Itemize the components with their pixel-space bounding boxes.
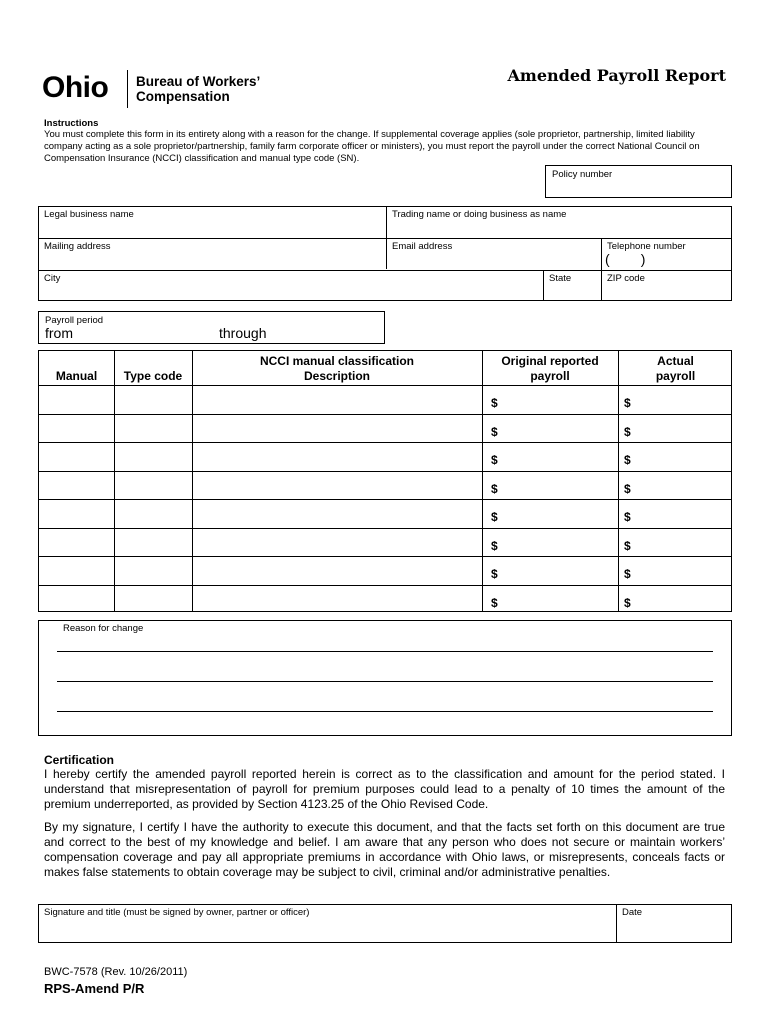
legal-business-name-label: Legal business name: [44, 209, 134, 220]
policy-number-field[interactable]: [545, 165, 732, 198]
form-number: BWC-7578 (Rev. 10/26/2011): [44, 966, 188, 978]
actual-payroll-currency: $: [624, 424, 631, 439]
city-field[interactable]: [38, 270, 543, 301]
phone-area-code-parens: ( ): [605, 251, 646, 267]
zip-code-label: ZIP code: [607, 273, 645, 284]
actual-payroll-currency: $: [624, 481, 631, 496]
mailing-address-field[interactable]: [38, 238, 386, 270]
logo-ohio-text: Ohio: [42, 71, 109, 104]
date-label: Date: [622, 907, 643, 918]
payroll-from-label: from: [45, 325, 73, 341]
actual-payroll-currency: $: [624, 453, 631, 467]
col-header-actual-payroll: Actual payroll: [655, 354, 696, 383]
logo-divider: [127, 70, 128, 108]
policy-number-label: Policy number: [552, 169, 613, 180]
logo-bureau-name: Bureau of Workers’ Compensation: [136, 74, 261, 104]
table-row[interactable]: [39, 499, 733, 528]
telephone-number-field[interactable]: [601, 238, 732, 270]
ncci-heading: NCCI manual classification: [259, 354, 415, 368]
legal-business-name-field[interactable]: [38, 206, 386, 238]
original-payroll-currency: $: [491, 567, 498, 581]
table-row[interactable]: [39, 471, 733, 500]
instructions-body: You must complete this form in its entirety along with a reason for the change. If supplemental coverage applies (sole proprietor, partnership, limited liability company acting as a sole proprietor/partnership, family farm corporate officer or ministers), you must report the payroll under the correct National Council on Compensation Insurance (NCCI) classification and manual type code (SN).: [44, 129, 700, 164]
actual-payroll-currency: $: [624, 538, 631, 553]
actual-payroll-currency: $: [624, 567, 631, 581]
original-payroll-currency: $: [491, 538, 498, 553]
form-code: RPS-Amend P/R: [44, 981, 145, 996]
original-payroll-currency: $: [491, 424, 498, 439]
col-header-original-payroll: Original reported payroll: [501, 354, 599, 383]
actual-payroll-currency: $: [624, 396, 631, 410]
reason-line[interactable]: [57, 651, 713, 652]
table-row[interactable]: [39, 585, 733, 614]
col-header-manual: Manual: [55, 369, 98, 383]
state-field[interactable]: [543, 270, 601, 301]
mailing-address-label: Mailing address: [44, 241, 111, 252]
payroll-table: [38, 350, 732, 612]
zip-code-field[interactable]: [601, 270, 732, 301]
reason-line[interactable]: [57, 711, 713, 712]
signature-field[interactable]: [38, 904, 616, 943]
col-header-type-code: Type code: [123, 369, 183, 383]
original-payroll-currency: $: [491, 453, 498, 467]
reason-for-change-box[interactable]: [38, 620, 732, 736]
table-row[interactable]: [39, 442, 733, 471]
actual-payroll-currency: $: [624, 510, 631, 524]
certification-title: Certification: [44, 753, 115, 767]
telephone-number-label: Telephone number: [607, 241, 686, 252]
original-payroll-currency: $: [491, 396, 498, 410]
form-title: Amended Payroll Report: [507, 66, 726, 85]
col-header-description: Description: [303, 369, 370, 383]
table-row[interactable]: [39, 414, 733, 443]
payroll-period-field[interactable]: [38, 311, 385, 344]
actual-payroll-currency: $: [624, 595, 631, 610]
reason-line[interactable]: [57, 681, 713, 682]
certification-paragraph-2: By my signature, I certify I have the authority to execute this document, and that the facts set forth on this document are true and correct to the best of my knowledge and belief. I am aware that any person who does not secure or maintain workers’ compensation coverage and pay all appropriate premiums in accordance with Ohio laws, or misrepresents, conceals facts or makes false statements to obtain coverage may be subject to civil, criminal and/or administrative penalties.: [44, 820, 725, 879]
date-field[interactable]: [616, 904, 732, 943]
instructions-heading: Instructions: [44, 118, 99, 129]
payroll-through-label: through: [219, 325, 267, 341]
trading-name-label: Trading name or doing business as name: [392, 209, 567, 220]
original-payroll-currency: $: [491, 510, 498, 524]
state-label: State: [549, 273, 572, 284]
original-payroll-currency: $: [491, 481, 498, 496]
original-payroll-currency: $: [491, 595, 498, 610]
table-row[interactable]: [39, 385, 733, 414]
email-address-field[interactable]: [386, 238, 601, 270]
signature-label: Signature and title (must be signed by owner, partner or officer): [44, 907, 310, 918]
certification-paragraph-1: I hereby certify the amended payroll reported herein is correct as to the classification and amount for the period stated. I understand that misrepresentation of payroll for premium purposes could lead to a penalty of 10 times the amount of the premium underreported, as provided by Section 4123.25 of the Ohio Revised Code.: [44, 767, 725, 811]
reason-for-change-label: Reason for change: [63, 623, 144, 634]
city-label: City: [44, 273, 61, 284]
email-address-label: Email address: [392, 241, 453, 252]
ohio-bwc-logo: [42, 68, 282, 112]
trading-name-field[interactable]: [386, 206, 732, 238]
payroll-period-label: Payroll period: [45, 315, 104, 326]
table-row[interactable]: [39, 528, 733, 557]
table-row[interactable]: [39, 556, 733, 585]
